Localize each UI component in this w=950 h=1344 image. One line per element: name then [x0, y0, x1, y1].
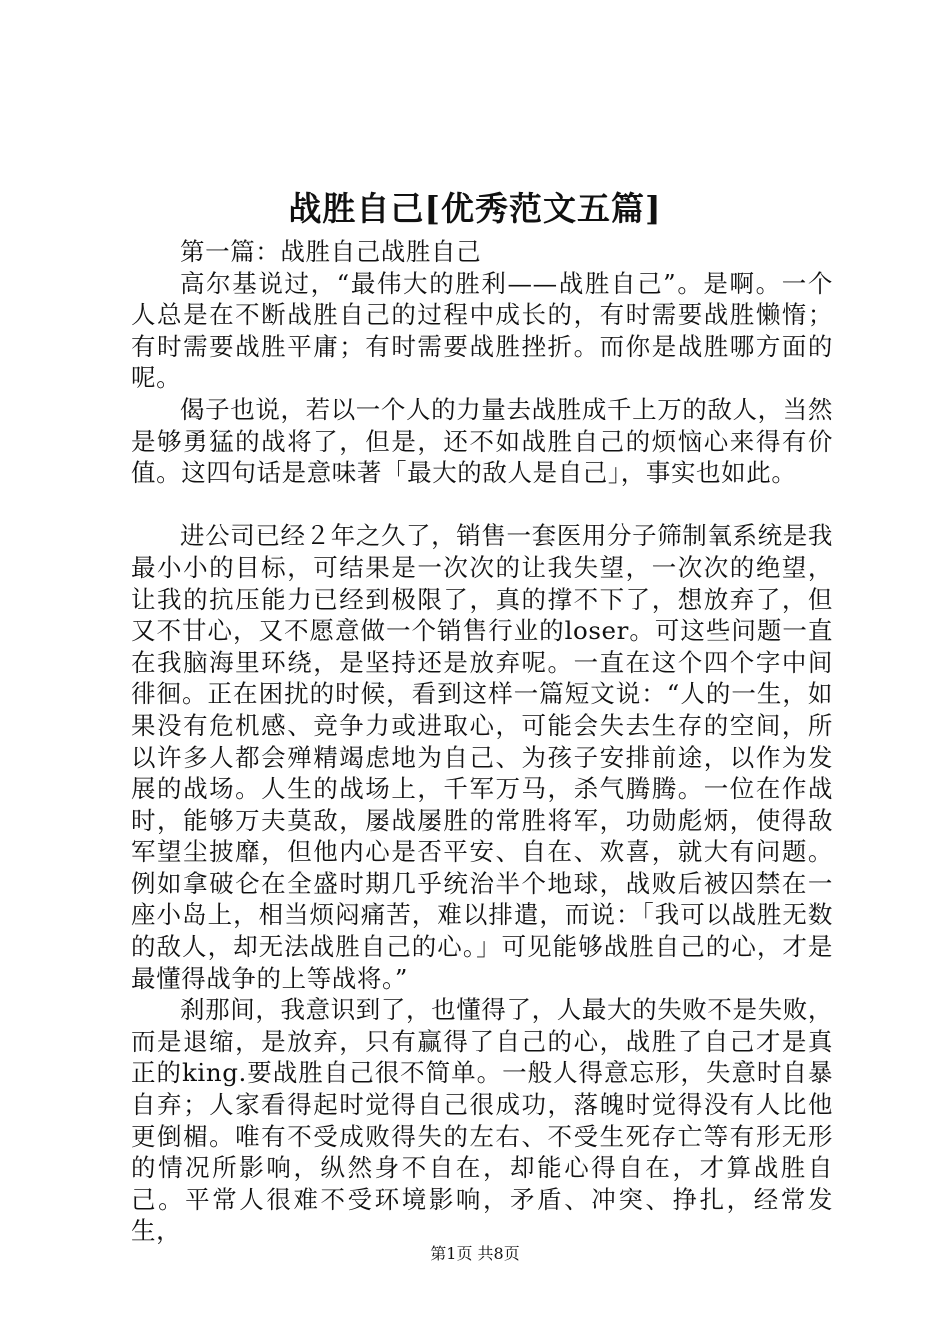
- body-paragraph: 偈子也说，若以一个人的力量去战胜成千上万的敌人，当然是够勇猛的战将了，但是，还不如战胜自己的烦恼心来得有价值。这四句话是意味著「最大的敌人是自己」，事实也如此。: [131, 394, 833, 488]
- document-title: 战胜自己[优秀范文五篇]: [288, 189, 662, 228]
- document-body: [131, 236, 833, 1247]
- body-paragraph: 进公司已经２年之久了，销售一套医用分子筛制氧系统是我最小小的目标，可结果是一次次的让我失望，一次次的绝望，让我的抗压能力已经到极限了，真的撑不下了，想放弃了，但又不甘心，又不愿意做一个销售行业的loser。可这些问题一直在我脑海里环绕，是坚持还是放弃呢。一直在这个四个字中间徘徊。正在困扰的时候，看到这样一篇短文说：“人的一生，如果没有危机感、竞争力或进取心，可能会失去生存的空间，所以许多人都会殚精竭虑地为自己、为孩子安排前途，以作为发展的战场。人生的战场上，千军万马，杀气腾腾。一位在作战时，能够万夫莫敌，屡战屡胜的常胜将军，功勋彪炳，使得敌军望尘披靡，但他内心是否平安、自在、欢喜，就大有问题。例如拿破仑在全盛时期几乎统治半个地球，战败后被囚禁在一座小岛上，相当烦闷痛苦，难以排遣，而说：「我可以战胜无数的敌人，却无法战胜自己的心。」可见能够战胜自己的心，才是最懂得战争的上等战将。”: [131, 521, 833, 993]
- body-paragraph: 刹那间，我意识到了，也懂得了，人最大的失败不是失败，而是退缩，是放弃，只有赢得了自己的心，战胜了自己才是真正的king.要战胜自己很不简单。一般人得意忘形，失意时自暴自弃；人家看得起时觉得自己很成功，落魄时觉得没有人比他更倒楣。唯有不受成败得失的左右、不受生死存亡等有形无形的情况所影响，纵然身不自在，却能心得自在，才算战胜自己。平常人很难不受环境影响，矛盾、冲突、挣扎，经常发生，: [131, 995, 833, 1246]
- body-paragraph: 高尔基说过，“最伟大的胜利——战胜自己”。是啊。一个人总是在不断战胜自己的过程中成长的，有时需要战胜懒惰；有时需要战胜平庸；有时需要战胜挫折。而你是战胜哪方面的呢。: [131, 268, 833, 393]
- section-heading: 第一篇：战胜自己战胜自己: [180, 237, 482, 266]
- blank-line: [131, 489, 833, 521]
- page-number: 第1页 共8页: [430, 1244, 520, 1263]
